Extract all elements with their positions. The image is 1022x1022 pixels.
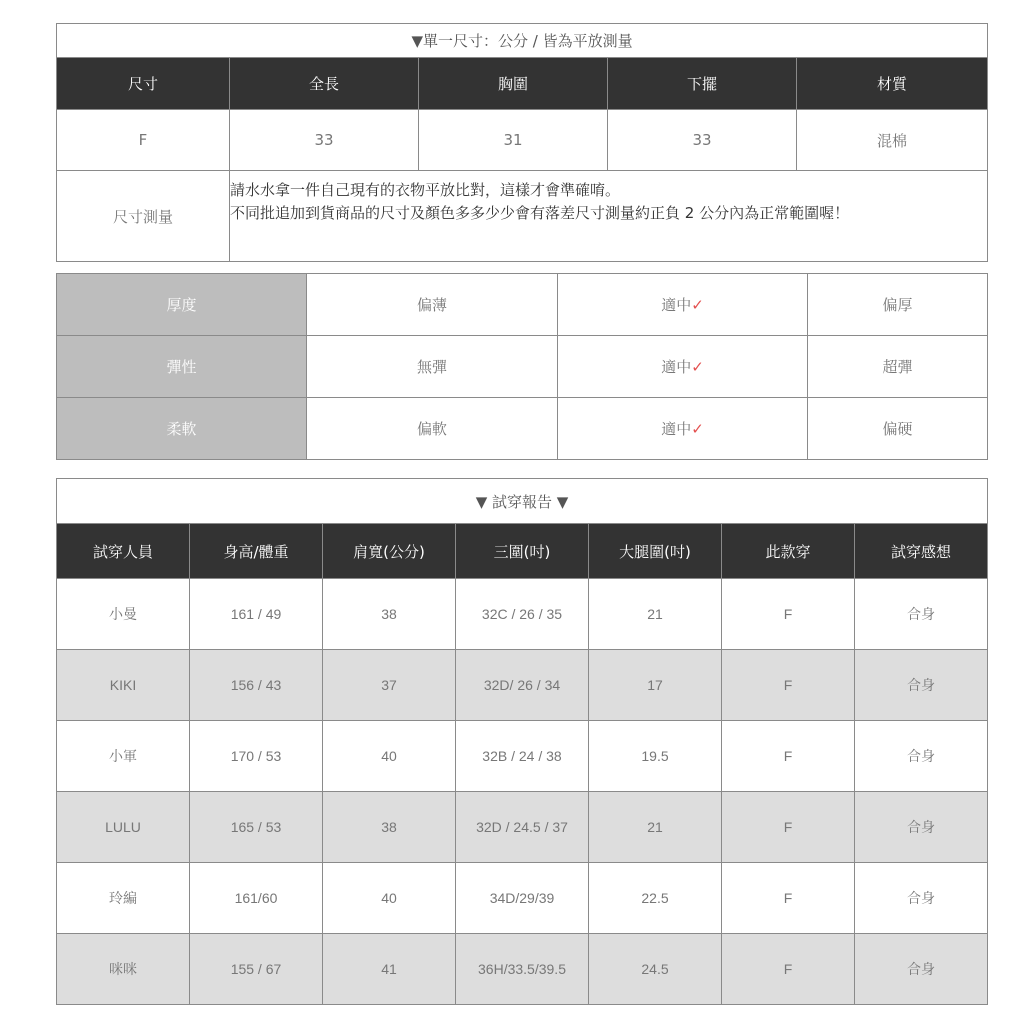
fit-report-caption: ▼ 試穿報告 ▼ (57, 479, 988, 524)
note-text (230, 171, 988, 262)
tester-name: 小軍 (57, 721, 190, 792)
tester-name: 玲編 (57, 863, 190, 934)
thigh: 22.5 (589, 863, 722, 934)
feel-option-selected (558, 336, 808, 398)
thigh: 24.5 (589, 934, 722, 1005)
header-shoulder: 肩寬(公分) (323, 524, 456, 579)
feel-label: 厚度 (57, 274, 307, 336)
header-fit-comment: 試穿感想 (855, 524, 988, 579)
fit-comment: 合身 (855, 650, 988, 721)
cell-chest: 31 (419, 110, 608, 171)
feel-option-text: 適中 (661, 358, 692, 376)
cell-material: 混棉 (797, 110, 988, 171)
fit-comment: 合身 (855, 721, 988, 792)
feel-table (56, 273, 988, 460)
height-weight: 161 / 49 (190, 579, 323, 650)
thigh: 17 (589, 650, 722, 721)
table-row (57, 721, 988, 792)
header-hem: 下擺 (608, 58, 797, 110)
thigh: 21 (589, 792, 722, 863)
measurements: 34D/29/39 (456, 863, 589, 934)
header-height-weight: 身高/體重 (190, 524, 323, 579)
header-tester: 試穿人員 (57, 524, 190, 579)
feel-row-elasticity (57, 336, 988, 398)
height-weight: 161/60 (190, 863, 323, 934)
feel-option: 偏硬 (808, 398, 988, 460)
fit-comment: 合身 (855, 792, 988, 863)
feel-label: 柔軟 (57, 398, 307, 460)
measurements: 32B / 24 / 38 (456, 721, 589, 792)
shoulder-width: 40 (323, 721, 456, 792)
fit-comment: 合身 (855, 863, 988, 934)
table-row (57, 579, 988, 650)
feel-option: 偏軟 (307, 398, 558, 460)
measurements: 32D / 24.5 / 37 (456, 792, 589, 863)
header-material: 材質 (797, 58, 988, 110)
feel-option-text: 適中 (661, 420, 692, 438)
height-weight: 156 / 43 (190, 650, 323, 721)
size-worn: F (722, 934, 855, 1005)
shoulder-width: 38 (323, 792, 456, 863)
checkmark-icon: ✓ (691, 358, 704, 376)
header-size: 尺寸 (57, 58, 230, 110)
height-weight: 170 / 53 (190, 721, 323, 792)
feel-option: 偏厚 (808, 274, 988, 336)
thigh: 19.5 (589, 721, 722, 792)
fit-comment: 合身 (855, 934, 988, 1005)
size-table (56, 23, 988, 262)
size-table-caption: ▼單一尺寸：公分 / 皆為平放測量 (57, 24, 988, 58)
fit-report-table (56, 478, 988, 1005)
fit-comment: 合身 (855, 579, 988, 650)
measurements: 32C / 26 / 35 (456, 579, 589, 650)
tester-name: KIKI (57, 650, 190, 721)
shoulder-width: 41 (323, 934, 456, 1005)
feel-row-thickness (57, 274, 988, 336)
size-worn: F (722, 863, 855, 934)
feel-row-softness (57, 398, 988, 460)
shoulder-width: 37 (323, 650, 456, 721)
header-size-worn: 此款穿 (722, 524, 855, 579)
cell-size: F (57, 110, 230, 171)
size-worn: F (722, 792, 855, 863)
feel-option-selected (558, 274, 808, 336)
measurements: 36H/33.5/39.5 (456, 934, 589, 1005)
feel-label: 彈性 (57, 336, 307, 398)
header-measurements: 三圍(吋) (456, 524, 589, 579)
size-worn: F (722, 650, 855, 721)
header-length: 全長 (230, 58, 419, 110)
table-row (57, 863, 988, 934)
feel-option-selected (558, 398, 808, 460)
tester-name: LULU (57, 792, 190, 863)
shoulder-width: 38 (323, 579, 456, 650)
size-worn: F (722, 721, 855, 792)
checkmark-icon: ✓ (691, 420, 704, 438)
note-line-1: 請水水拿一件自己現有的衣物平放比對，這樣才會準確唷。 (230, 181, 621, 199)
shoulder-width: 40 (323, 863, 456, 934)
cell-hem: 33 (608, 110, 797, 171)
height-weight: 165 / 53 (190, 792, 323, 863)
note-label: 尺寸測量 (57, 171, 230, 262)
table-row (57, 934, 988, 1005)
thigh: 21 (589, 579, 722, 650)
feel-option-text: 適中 (661, 296, 692, 314)
checkmark-icon: ✓ (691, 296, 704, 314)
tester-name: 咪咪 (57, 934, 190, 1005)
feel-option: 無彈 (307, 336, 558, 398)
table-row (57, 792, 988, 863)
feel-option: 偏薄 (307, 274, 558, 336)
header-chest: 胸圍 (419, 58, 608, 110)
feel-option: 超彈 (808, 336, 988, 398)
measurements: 32D/ 26 / 34 (456, 650, 589, 721)
size-worn: F (722, 579, 855, 650)
height-weight: 155 / 67 (190, 934, 323, 1005)
cell-length: 33 (230, 110, 419, 171)
table-row (57, 650, 988, 721)
tester-name: 小曼 (57, 579, 190, 650)
note-line-2: 不同批追加到貨商品的尺寸及顏色多多少少會有落差尺寸測量約正負 2 公分內為正常範圍喔！ (230, 204, 850, 222)
header-thigh: 大腿圍(吋) (589, 524, 722, 579)
